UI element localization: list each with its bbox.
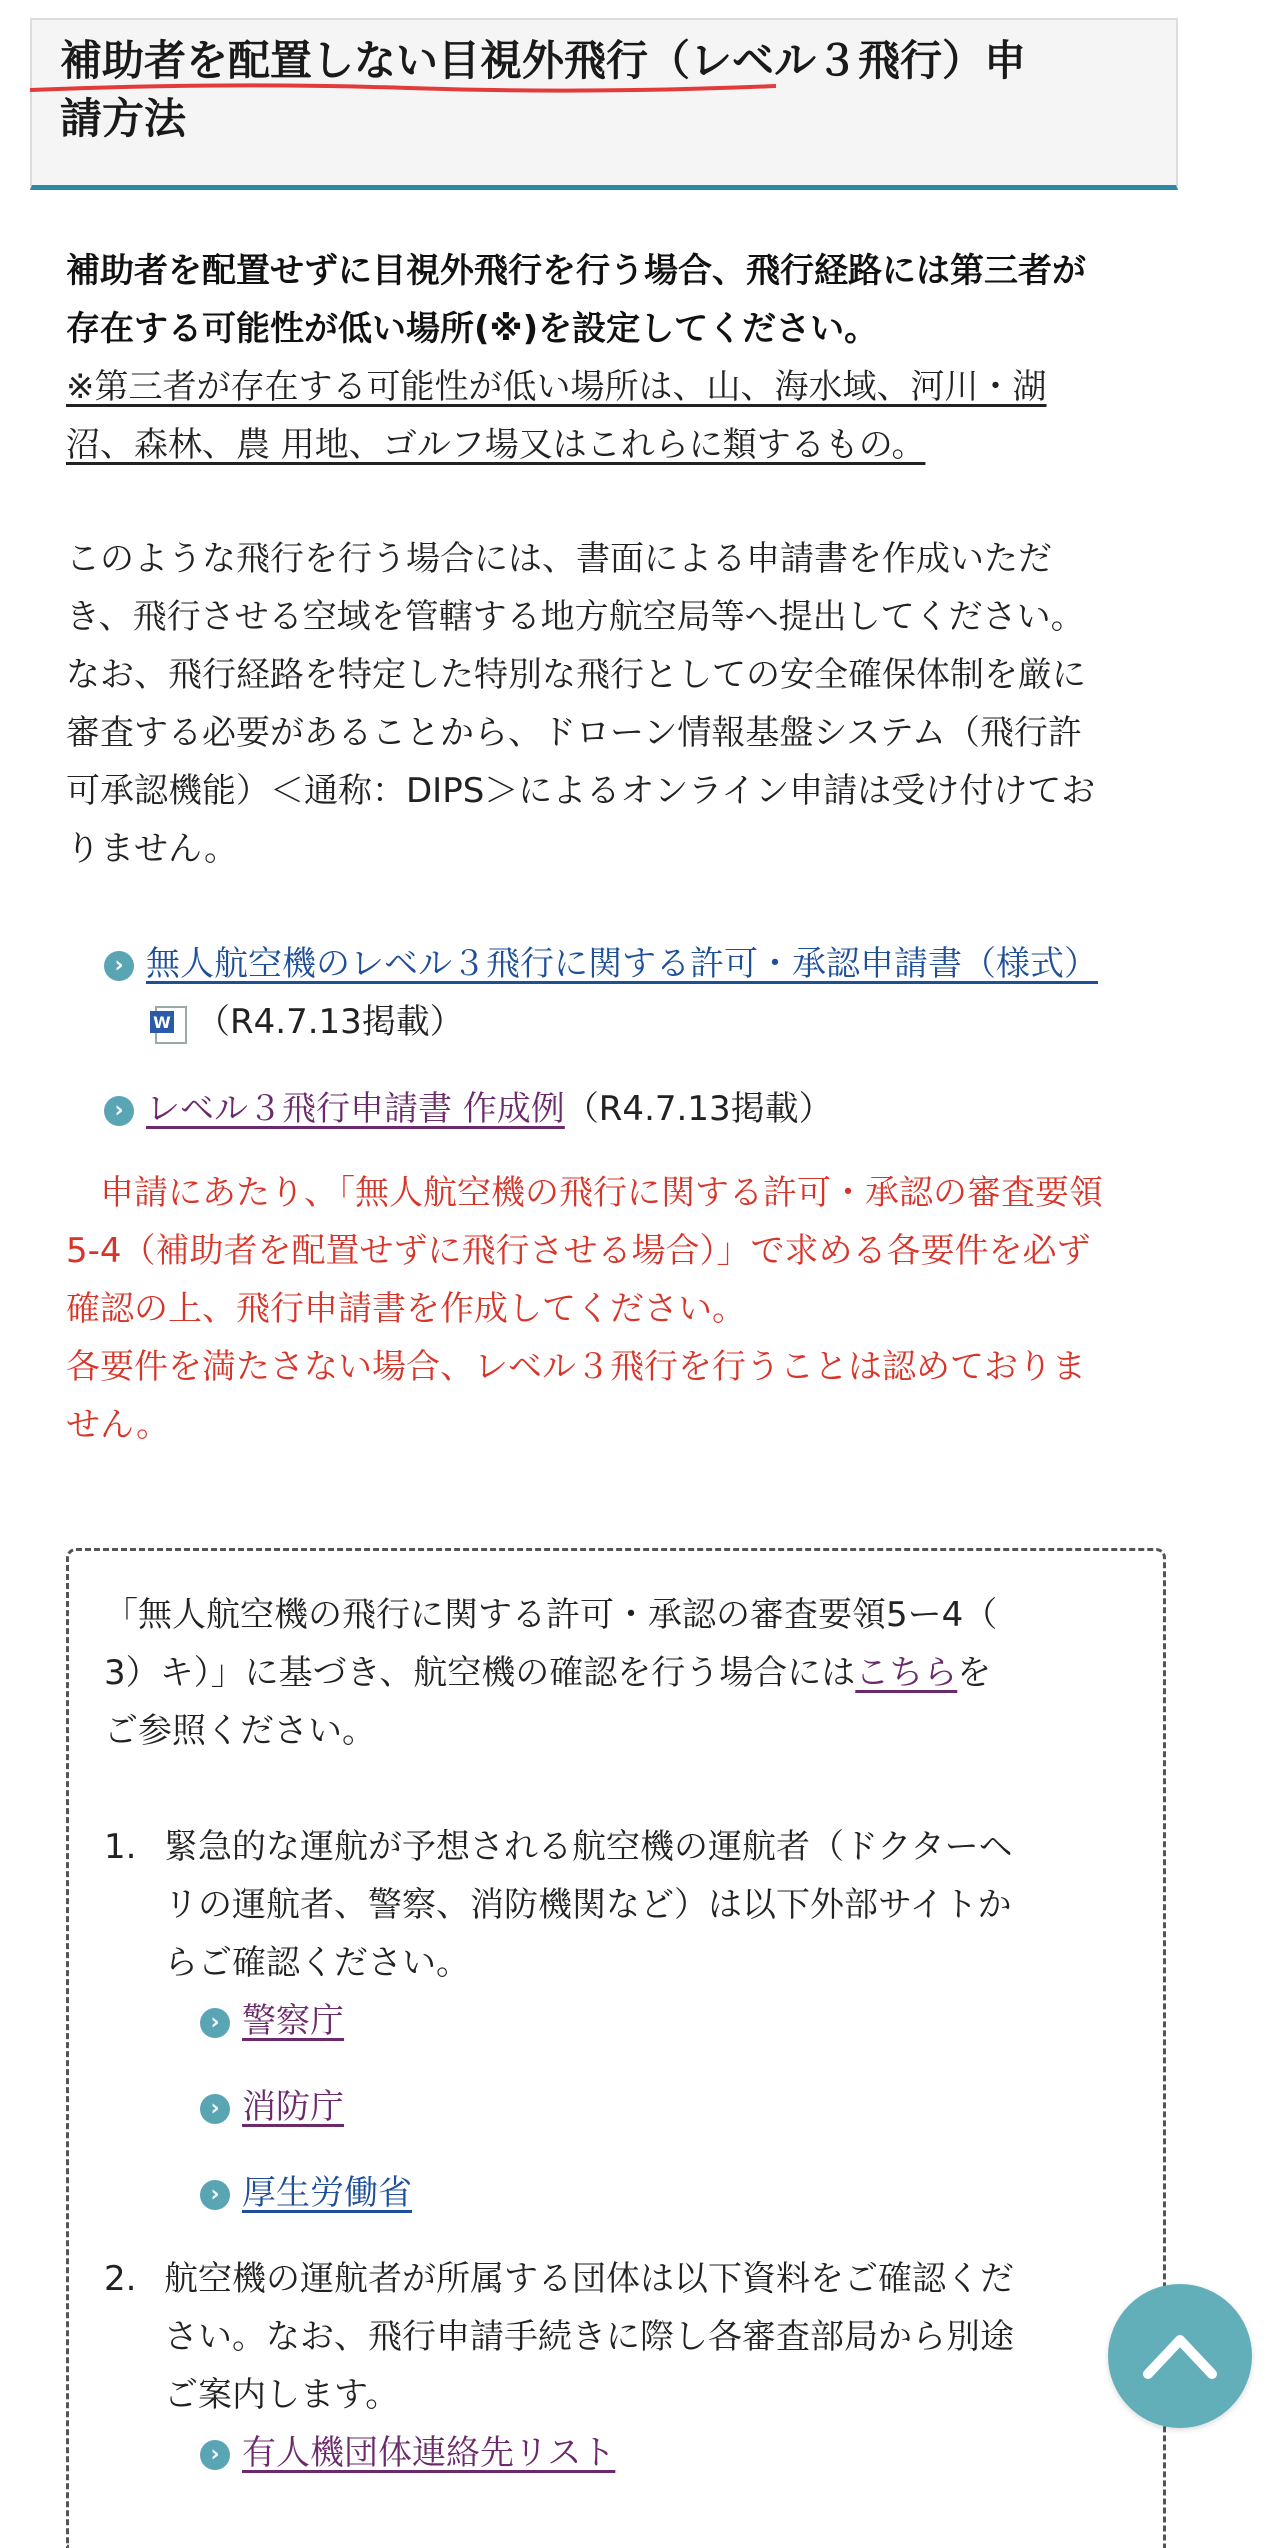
intro-note-line-2: 沼、森林、農 用地、ゴルフ場又はこれらに類するもの。	[66, 425, 926, 465]
chevron-up-icon	[1140, 2324, 1220, 2384]
list-item-npa	[200, 1992, 344, 2050]
chevron-right-icon: ›	[200, 2094, 230, 2124]
chevron-right-icon: ›	[200, 2180, 230, 2210]
item-2-line-2: さい。なお、飛行申請手続きに際し各審査部局から別途	[164, 2317, 1014, 2357]
list-item-form-link	[104, 935, 1098, 993]
list-item-fdma	[200, 2078, 344, 2136]
example-date: （R4.7.13掲載）	[564, 1089, 833, 1129]
scroll-to-top-button[interactable]	[1108, 2284, 1252, 2428]
body-line-5: 可承認機能）＜通称：DIPS＞によるオンライン申請は受け付けてお	[66, 771, 1096, 811]
item-1-line-3: らご確認ください。	[164, 1943, 470, 1983]
box-intro	[104, 1586, 1144, 1760]
body-line-2: き、飛行させる空域を管轄する地方航空局等へ提出してください。	[66, 597, 1085, 637]
here-link[interactable]: こちら	[855, 1653, 958, 1693]
warning-line-5: せん。	[66, 1405, 171, 1445]
warning-line-3: 確認の上、飛行申請書を作成してください。	[66, 1289, 746, 1329]
item-2-line-3: ご案内します。	[164, 2375, 400, 2415]
word-document-icon	[148, 1003, 190, 1045]
chevron-right-icon: ›	[200, 2440, 230, 2470]
item-2-text	[164, 2250, 1104, 2424]
intro-note-text	[66, 358, 1216, 474]
chevron-right-icon: ›	[104, 1096, 134, 1126]
box-intro-line-2-end: を	[957, 1653, 992, 1693]
svg-text:W: W	[153, 1012, 171, 1032]
body-line-4: 審査する必要があることから、ドローン情報基盤システム（飛行許	[66, 713, 1082, 753]
chevron-right-icon: ›	[200, 2008, 230, 2038]
warning-line-1: 申請にあたり、「無人航空機の飛行に関する許可・承認の審査要領	[66, 1173, 1103, 1213]
body-paragraph	[66, 530, 1216, 878]
list-item-org-list	[200, 2424, 615, 2482]
section-heading	[60, 32, 1160, 148]
heading-line-1: 補助者を配置しない目視外飛行（レベル３飛行）申	[60, 36, 1027, 85]
body-line-1: このような飛行を行う場合には、書面による申請書を作成いただ	[66, 539, 1052, 579]
form-date: （R4.7.13掲載）	[196, 1002, 464, 1042]
list-number-1: 1.	[104, 1827, 137, 1867]
chevron-right-icon: ›	[104, 951, 134, 981]
form-download-link[interactable]: 無人航空機のレベル３飛行に関する許可・承認申請書（様式）	[146, 944, 1098, 984]
intro-bold-text	[66, 242, 1216, 358]
fdma-link[interactable]: 消防庁	[242, 2087, 344, 2127]
mhlw-link[interactable]: 厚生労働省	[242, 2173, 412, 2213]
list-item-mhlw	[200, 2164, 412, 2222]
box-intro-line-1: 「無人航空機の飛行に関する許可・承認の審査要領5ー4（	[104, 1595, 998, 1635]
body-line-6: りません。	[66, 829, 239, 869]
list-number-2: 2.	[104, 2259, 137, 2299]
npa-link[interactable]: 警察庁	[242, 2001, 344, 2041]
heading-line-2: 請方法	[60, 94, 187, 143]
intro-bold-line-2: 存在する可能性が低い場所(※)を設定してください。	[66, 309, 879, 349]
warning-line-4: 各要件を満たさない場合、レベル３飛行を行うことは認めておりま	[66, 1347, 1086, 1387]
box-intro-line-3: ご参照ください。	[104, 1711, 376, 1751]
intro-note-line-1: ※第三者が存在する可能性が低い場所は、山、海水域、河川・湖	[66, 367, 1047, 407]
form-date-row	[148, 993, 464, 1051]
item-1-line-2: リの運航者、警察、消防機関など）は以下外部サイトか	[164, 1885, 1012, 1925]
example-link[interactable]: レベル３飛行申請書 作成例	[146, 1089, 565, 1129]
item-2-line-1: 航空機の運航者が所属する団体は以下資料をご確認くだ	[164, 2259, 1014, 2299]
org-contact-list-link[interactable]: 有人機団体連絡先リスト	[242, 2433, 616, 2473]
item-1-line-1: 緊急的な運航が予想される航空機の運航者（ドクターヘ	[164, 1827, 1013, 1867]
box-intro-line-2: 3）キ）」に基づき、航空機の確認を行う場合には	[104, 1653, 856, 1693]
intro-bold-line-1: 補助者を配置せずに目視外飛行を行う場合、飛行経路には第三者が	[66, 251, 1086, 291]
list-item-example-link	[104, 1080, 833, 1138]
item-1-text	[164, 1818, 1104, 1992]
warning-text	[66, 1164, 1216, 1454]
body-line-3: なお、飛行経路を特定した特別な飛行としての安全確保体制を厳に	[66, 655, 1086, 695]
warning-line-2: 5-4（補助者を配置せずに飛行させる場合）」で求める各要件を必ず	[66, 1231, 1091, 1271]
